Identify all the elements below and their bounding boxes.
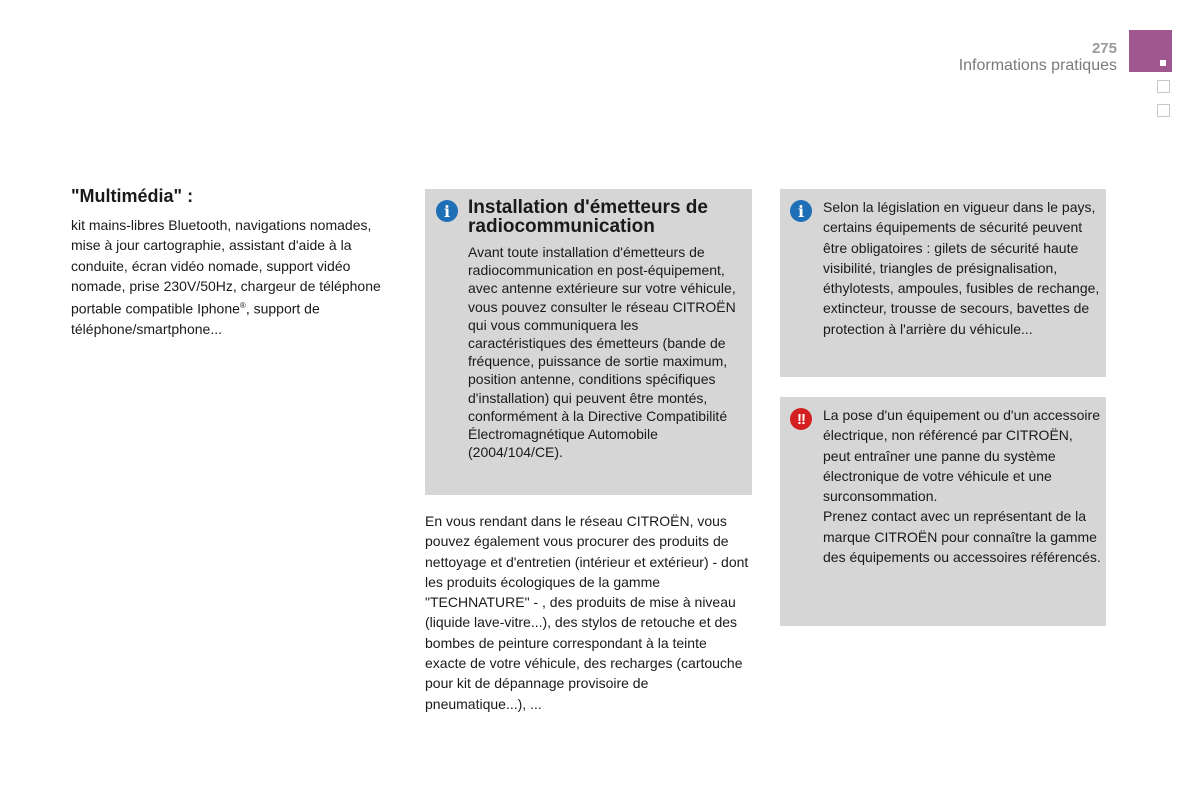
warning-box-body: La pose d'un équipement ou d'un accessoire électrique, non référencé par CITROËN, peut entraîner une panne du système électronique de votre véhicule et une surconsommation. Prenez contact avec un représentant de la marque CITROËN pour connaître la gamme des équipements ou accessoires référencés. <box>823 407 1101 566</box>
page-number: 275 <box>1091 40 1117 57</box>
info-icon: i <box>436 200 458 222</box>
warning-icon: !! <box>790 408 812 430</box>
legislation-box-body: Selon la législation en vigueur dans le pays, certains équipements de sécurité peuvent être obligatoires : gilets de sécurité haute visibilité, triangles de présignalisation, éthylotests, ampoules, fusibles de rechange, extincteur, trousse de secours, bavettes de protection à l'arrière du véhicule... <box>823 199 1100 337</box>
chapter-tab <box>1129 30 1172 72</box>
chapter-box-1 <box>1157 80 1170 93</box>
radio-box-body: Avant toute installation d'émetteurs de radiocommunication en post-équipement, avec antenne extérieure sur votre véhicule, vous pouvez consulter le réseau CITROËN qui vous communiquera les caractéristiques des émetteurs (bande de fréquence, puissance de sortie maximum, position antenne, conditions spécifiques d'installation) qui peuvent être montés, conformément à la Directive Compatibilité Électromagnétique Automobile (2004/104/CE). <box>468 244 736 461</box>
multimedia-title: "Multimédia" : <box>71 186 194 206</box>
chapter-tab-marker <box>1160 60 1166 66</box>
chapter-box-2 <box>1157 104 1170 117</box>
info-icon: i <box>790 200 812 222</box>
multimedia-text-part2: , support de téléphone/smartphone... <box>71 300 320 338</box>
multimedia-section <box>71 185 391 339</box>
section-name: Informations pratiques <box>958 57 1117 74</box>
registered-mark: ® <box>239 301 246 311</box>
multimedia-text-part1: kit mains-libres Bluetooth, navigations nomades, mise à jour cartographie, assistant d'aide à la conduite, écran vidéo nomade, support vidéo nomade, prise 230V/50Hz, chargeur de téléphone portable compatible Iphone <box>71 217 381 317</box>
multimedia-text <box>71 215 391 339</box>
radio-box-title: Installation d'émetteurs de radiocommunication <box>468 197 708 237</box>
legislation-box <box>780 189 1106 377</box>
warning-box <box>780 397 1106 626</box>
radio-installation-box <box>425 189 752 495</box>
network-paragraph: En vous rendant dans le réseau CITROËN, vous pouvez également vous procurer des produits de nettoyage et d'entretien (intérieur et extérieur) - dont les produits écologiques de la gamme "TECHNATURE" - , des produits de mise à niveau (liquide lave-vitre...), des stylos de retouche et des bombes de peinture correspondant à la teinte exacte de votre véhicule, des recharges (cartouche pour kit de dépannage provisoire de pneumatique...), ... <box>425 513 749 712</box>
